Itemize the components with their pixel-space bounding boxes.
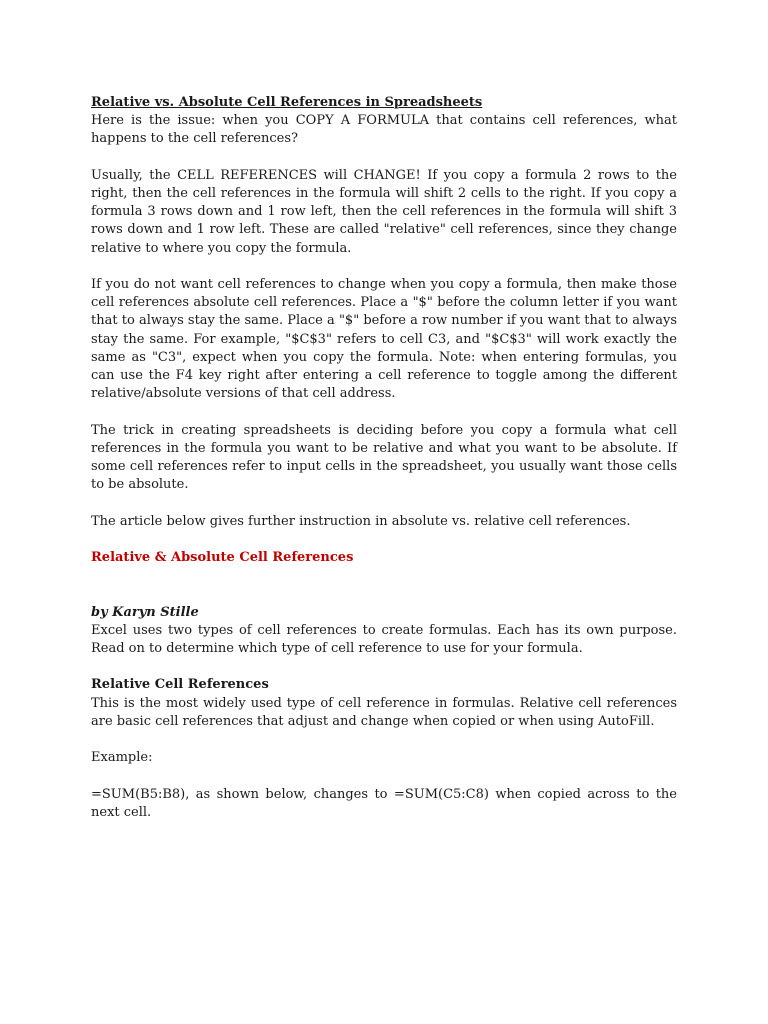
article-heading: Relative & Absolute Cell References [91,550,354,565]
absolute-explanation-paragraph: If you do not want cell references to change when you copy a formula, then make those cell references absolute cell references. Place a "$" before the column letter if you want that to always stay the same. Place a "$" before a row number if you want that to always stay the same. For example, "$C$3" refers to cell C3, and "$C$3" will work exactly the same as "C3", expect when you copy the formula. Note: when entering formulas, you can use the F4 key right after entering a cell reference to toggle among the different relative/absolute versions of that cell address. [91,277,677,402]
author-byline: by Karyn Stille [91,604,199,620]
document-title: Relative vs. Absolute Cell References in Spreadsheets [91,95,483,110]
relative-section-heading: Relative Cell References [91,677,269,693]
trick-paragraph: The trick in creating spreadsheets is deciding before you copy a formula what cell references in the formula you want to be relative and what you want to be absolute. If some cell references refer to input cells in the spreadsheet, you usually want those cells to be absolute. [91,422,677,493]
article-intro-paragraph: The article below gives further instruction in absolute vs. relative cell references. [91,513,631,529]
sum-example-paragraph: =SUM(B5:B8), as shown below, changes to =SUM(C5:C8) when copied across to the next cell. [91,786,677,820]
intro-paragraph: Here is the issue: when you COPY A FORMULA that contains cell references, what happens to the cell references? [91,113,677,147]
relative-section-paragraph: This is the most widely used type of cell reference in formulas. Relative cell references are basic cell references that adjust and change when copied or when using AutoFill. [91,695,677,729]
excel-types-paragraph: Excel uses two types of cell references to create formulas. Each has its own purpose. Read on to determine which type of cell reference to use for your formula. [91,622,677,656]
example-label: Example: [91,750,153,766]
relative-explanation-paragraph: Usually, the CELL REFERENCES will CHANGE! If you copy a formula 2 rows to the right, then the cell references in the formula will shift 2 cells to the right. If you copy a formula 3 rows down and 1 row left, then the cell references in the formula will shift 3 rows down and 1 row left. These are called "relative" cell references, since they change relative to where you copy the formula. [91,167,677,256]
